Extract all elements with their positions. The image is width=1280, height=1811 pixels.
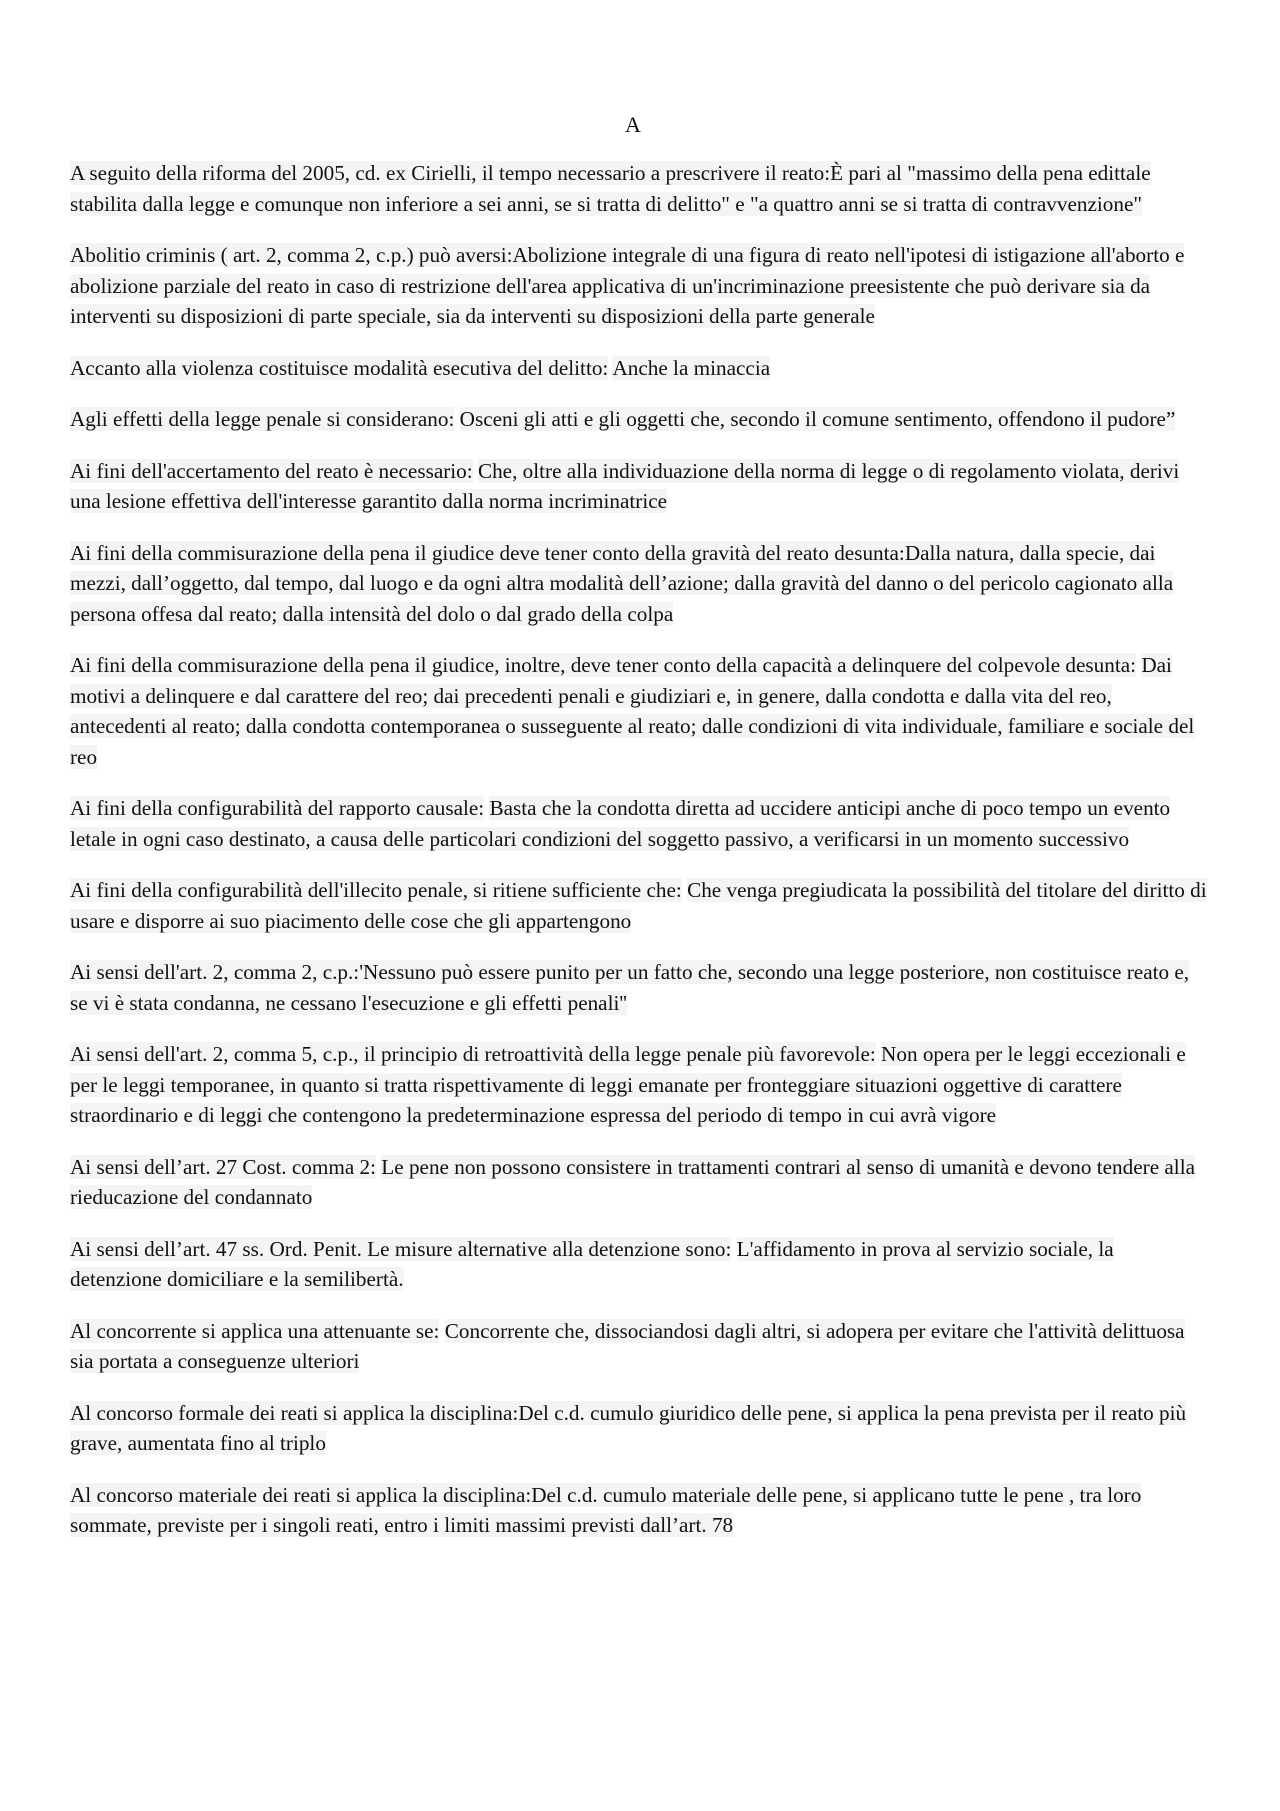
- qa-entry: [70, 793, 1210, 854]
- entry-answer: Che venga pregiudicata la possibilità del titolare del diritto di usare e disporre ai suo piacimento delle cose che gli appartengono: [70, 878, 1207, 933]
- qa-entry: [70, 456, 1210, 517]
- entry-answer: Del c.d. cumulo giuridico delle pene, si applica la pena prevista per il reato più grave, aumentata fino al triplo: [70, 1400, 1187, 1455]
- entry-question: Ai fini della configurabilità dell'illecito penale, si ritiene sufficiente che:: [70, 878, 682, 902]
- entry-question: A seguito della riforma del 2005, cd. ex Cirielli, il tempo necessario a prescrivere il reato:: [70, 161, 831, 185]
- qa-entry: [70, 538, 1210, 630]
- qa-entry: [70, 1480, 1210, 1541]
- entry-answer: 'Nessuno può essere punito per un fatto che, secondo una legge posteriore, non costituisce reato e, se vi è stata condanna, ne cessano l'esecuzione e gli effetti penali'': [70, 960, 1190, 1015]
- qa-entry: [70, 957, 1210, 1018]
- entry-answer: Basta che la condotta diretta ad uccidere anticipi anche di poco tempo un evento letale in ogni caso destinato, a causa delle particolari condizioni del soggetto passivo, a verificarsi in un momento successivo: [70, 796, 1171, 851]
- qa-entry: [70, 158, 1210, 219]
- entry-answer: Osceni gli atti e gli oggetti che, secondo il comune sentimento, offendono il pudore”: [459, 407, 1176, 431]
- qa-entry: [70, 1316, 1210, 1377]
- section-letter-heading: A: [625, 112, 641, 137]
- entry-question: Al concorrente si applica una attenuante se:: [70, 1318, 440, 1343]
- qa-entry: [70, 1039, 1210, 1131]
- qa-entry: [70, 1152, 1210, 1213]
- entry-answer: Concorrente che, dissociandosi dagli altri, si adopera per evitare che l'attività delittuosa sia portata a conseguenze ulteriori: [70, 1318, 1185, 1373]
- entry-question: Al concorso formale dei reati si applica la disciplina:: [70, 1400, 519, 1425]
- qa-entry: [70, 353, 1210, 384]
- entry-answer: Dai motivi a delinquere e dal carattere del reo; dai precedenti penali e giudiziari e, in genere, dalla condotta e dalla vita del reo, antecedenti al reato; dalla condotta contemporanea o susseguente al reato; dalle condizioni di vita individuale, familiare e sociale del reo: [70, 653, 1195, 769]
- entry-question: Accanto alla violenza costituisce modalità esecutiva del delitto:: [70, 355, 609, 380]
- entry-question: Ai sensi dell'art. 2, comma 5, c.p., il principio di retroattività della legge penale più favorevole:: [70, 1042, 876, 1066]
- entry-question: Ai sensi dell’art. 27 Cost. comma 2:: [70, 1154, 376, 1179]
- entry-question: Abolitio criminis ( art. 2, comma 2, c.p.) può aversi:: [70, 243, 513, 267]
- entry-question: Agli effetti della legge penale si considerano:: [70, 407, 455, 431]
- qa-entry: [70, 240, 1210, 332]
- entry-question: Ai sensi dell’art. 47 ss. Ord. Penit. Le misure alternative alla detenzione sono:: [70, 1236, 732, 1261]
- qa-entry: [70, 1398, 1210, 1459]
- entry-question: Ai fini della commisurazione della pena il giudice deve tener conto della gravità del reato desunta:: [70, 540, 905, 565]
- entry-answer: Del c.d. cumulo materiale delle pene, si applicano tutte le pene , tra loro sommate, previste per i singoli reati, entro i limiti massimi previsti dall’art. 78: [70, 1482, 1142, 1537]
- entry-answer: Dalla natura, dalla specie, dai mezzi, dall’oggetto, dal tempo, dal luogo e da ogni altra modalità dell’azione; dalla gravità del danno o del pericolo cagionato alla persona offesa dal reato; dalla intensità del dolo o dal grado della colpa: [70, 540, 1174, 626]
- entry-question: Ai fini dell'accertamento del reato è necessario:: [70, 458, 473, 483]
- qa-entry: [70, 1234, 1210, 1295]
- entry-question: Al concorso materiale dei reati si applica la disciplina:: [70, 1482, 532, 1507]
- entry-answer: Le pene non possono consistere in trattamenti contrari al senso di umanità e devono tendere alla rieducazione del condannato: [70, 1154, 1195, 1209]
- entry-question: Ai fini della commisurazione della pena il giudice, inoltre, deve tener conto della capacità a delinquere del colpevole desunta:: [70, 653, 1137, 677]
- entry-question: Ai sensi dell'art. 2, comma 2, c.p.:: [70, 960, 360, 984]
- entry-answer: È pari al "massimo della pena edittale stabilita dalla legge e comunque non inferiore a sei anni, se si tratta di delitto" e "a quattro anni se si tratta di contravvenzione": [70, 161, 1151, 216]
- entry-question: Ai fini della configurabilità del rapporto causale:: [70, 796, 485, 820]
- qa-entry: [70, 404, 1210, 435]
- entry-answer: L'affidamento in prova al servizio sociale, la detenzione domiciliare e la semilibertà.: [70, 1236, 1114, 1291]
- entry-answer: Che, oltre alla individuazione della norma di legge o di regolamento violata, derivi una lesione effettiva dell'interesse garantito dalla norma incriminatrice: [70, 458, 1180, 513]
- qa-entry: [70, 875, 1210, 936]
- entry-answer: Anche la minaccia: [612, 355, 771, 380]
- entry-answer: Non opera per le leggi eccezionali e per le leggi temporanee, in quanto si tratta rispettivamente di leggi emanate per fronteggiare situazioni oggettive di carattere straordinario e di leggi che contengono la predeterminazione espressa del periodo di tempo in cui avrà vigore: [70, 1042, 1186, 1127]
- entry-answer: Abolizione integrale di una figura di reato nell'ipotesi di istigazione all'aborto e abolizione parziale del reato in caso di restrizione dell'area applicativa di un'incriminazione preesistente che può derivare sia da interventi su disposizioni di parte speciale, sia da interventi su disposizioni della parte generale: [70, 243, 1185, 328]
- qa-entry: [70, 650, 1210, 772]
